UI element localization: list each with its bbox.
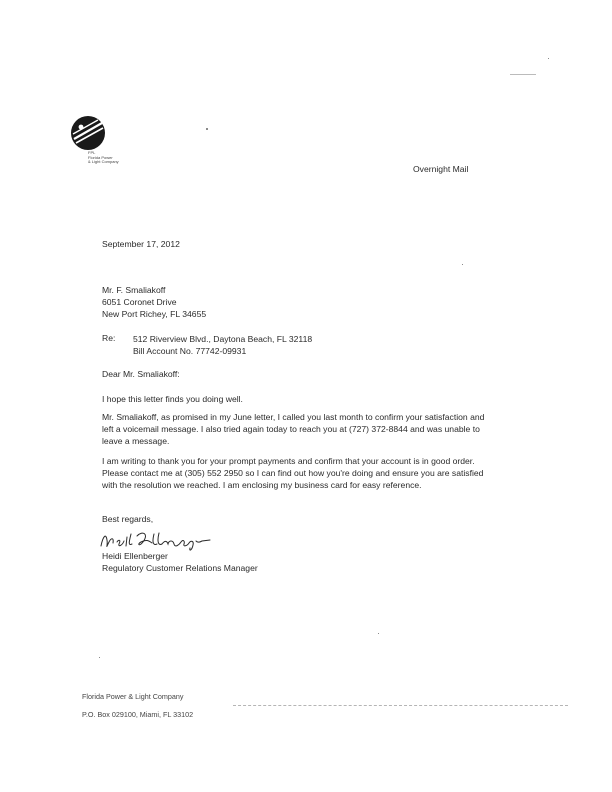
delivery-method: Overnight Mail	[413, 164, 469, 174]
scan-speck	[510, 74, 536, 75]
recipient-name: Mr. F. Smaliakoff	[102, 285, 166, 295]
scan-speck	[378, 633, 379, 634]
salutation: Dear Mr. Smaliakoff:	[102, 369, 180, 379]
signer-name: Heidi Ellenberger	[102, 551, 168, 561]
recipient-city: New Port Richey, FL 34655	[102, 309, 207, 319]
body-paragraph: Mr. Smaliakoff, as promised in my June letter, I called you last month to confirm your satisfaction and left a voicemail message. I also tried again today to reach you at (727) 372-8844 and was unable to leave a message.	[102, 412, 485, 446]
re-label: Re:	[102, 333, 116, 343]
signature-block	[102, 550, 258, 574]
letter-date: September 17, 2012	[102, 239, 180, 249]
logo-wordmark	[88, 151, 119, 165]
logo-text-line: FPL	[88, 150, 96, 155]
closing: Best regards,	[102, 514, 154, 524]
re-block	[133, 333, 312, 357]
scan-speck	[206, 128, 208, 130]
body-paragraph: I hope this letter finds you doing well.	[102, 394, 243, 404]
re-property-address: 512 Riverview Blvd., Daytona Beach, FL 32118	[133, 334, 313, 344]
recipient-street: 6051 Coronet Drive	[102, 297, 177, 307]
logo-text-line: & Light Company	[88, 159, 119, 164]
scan-speck	[548, 58, 549, 59]
body-paragraph: I am writing to thank you for your prompt payments and confirm that your account is in good order. Please contact me at (305) 552 2950 so I can find out how you're doing and ensure you are satisfied with the resolution we reached. I am enclosing my business card for easy reference.	[102, 456, 484, 490]
re-bill-account: Bill Account No. 77742-09931	[133, 346, 247, 356]
recipient-address	[102, 284, 206, 320]
scan-speck	[99, 657, 100, 658]
logo-text-line: Florida Power	[88, 154, 113, 160]
footer-rule	[233, 705, 568, 706]
fpl-logo-icon	[68, 113, 108, 153]
footer-company: Florida Power & Light Company	[82, 692, 184, 701]
scan-speck	[462, 264, 463, 265]
signer-title: Regulatory Customer Relations Manager	[102, 563, 258, 573]
footer-address: P.O. Box 029100, Miami, FL 33102	[82, 710, 194, 719]
